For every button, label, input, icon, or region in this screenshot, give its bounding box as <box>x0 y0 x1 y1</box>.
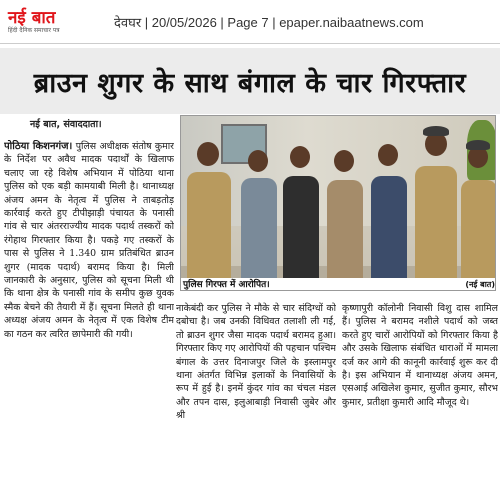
edition-meta: देवघर | 20/05/2026 | Page 7 | epaper.naibaatnews.com <box>114 14 424 30</box>
news-photo[interactable] <box>180 115 496 291</box>
logo-text: नई बात <box>8 7 56 28</box>
newspaper-logo[interactable] <box>8 4 94 40</box>
accused-2 <box>283 176 319 290</box>
accused-1 <box>241 178 277 290</box>
police-cap-icon <box>466 140 490 150</box>
photo-caption-bar <box>181 278 496 291</box>
byline: नई बात, संवाददाता। <box>30 119 102 130</box>
article-column-middle: नाकेबंदी कर पुलिस ने मौके से चार संदिग्धों को दबोचा है। जब उनकी विधिवत तलाशी ली गई, तो ब्राउन शुगर जैसा मादक पदार्थ बरामद हुआ। गिरफ्तार किए गए आरोपियों की पहचान पश्चिम बंगाल के उत्तर दिनाजपुर जिले के इस्लामपुर थाना अंतर्गत विभिन्न इलाकों के निवासियों के रूप में हुई है। इनमें कुंदर गांव का चंचल मंडल और तपन दास, इलुआबाड़ी निवासी जुबेर और श्री <box>176 303 336 422</box>
police-officer-1-head <box>197 142 219 166</box>
police-officer-2 <box>415 166 457 290</box>
accused-3 <box>327 180 363 290</box>
accused-4 <box>371 176 407 290</box>
accused-4-head <box>378 144 398 166</box>
masthead <box>0 0 500 44</box>
logo-tagline: हिंदी दैनिक समाचार पत्र <box>8 26 60 34</box>
article-column-left <box>4 140 174 480</box>
photo-caption: पुलिस गिरफ्त में आरोपित। <box>183 280 270 290</box>
accused-1-head <box>248 150 268 172</box>
article-text-left: पुलिस अधीक्षक संतोष कुमार के निर्देश पर अवैध मादक पदार्थों के खिलाफ चलाए जा रहे विशेष अभियान में पोठिया थाना पुलिस को एक बड़ी कामयाबी मिली है। थानाध्यक्ष अंजय अमन के नेतृत्व में पुलिस ने ताबड़तोड़ कार्रवाई करते हुए टीपीझाड़ी पंचायत के पनासी गांव से चार अंतरराज्यीय मादक पदार्थ तस्करों को रंगेहाथ गिरफ्तार किया है। पकड़े गए तस्करों के पास से पुलिस ने 1.340 ग्राम प्रतिबंधित ब्राउन शुगर (मादक पदार्थ) बरामद किया है। मिली जानकारी के अनुसार, पुलिस को सूचना मिली थी कि थाना क्षेत्र के पनासी गांव के समीप कुछ युवक स्मैक बेचने की तैयारी में हैं। सूचना मिलते ही थाना अध्यक्ष अंजय अमन के नेतृत्व में एक विशेष टीम का गठन कर त्वरित छापेमारी की गयी। <box>4 141 174 340</box>
article-column-right: कृष्णापुरी कॉलोनी निवासी विशु दास शामिल हैं। पुलिस ने बरामद नशीले पदार्थ को जब्त करते हुए चारों आरोपियों को गिरफ्तार किया है और उसके खिलाफ संबंधित धाराओं में मामला दर्ज कर आगे की कानूनी कार्रवाई शुरू कर दी है। इस अभियान में थानाध्यक्ष अंजय अमन, एसआई अखिलेश कुमार, सुजीत कुमार, सौरभ कुमार, प्रतीक्षा कुमारी आदि मौजूद थे। <box>342 303 498 408</box>
police-officer-3 <box>461 180 496 290</box>
accused-2-head <box>290 146 310 168</box>
headline: ब्राउन शुगर के साथ बंगाल के चार गिरफ्तार <box>33 67 467 99</box>
police-officer-1 <box>187 172 231 290</box>
headline-banner <box>0 48 500 114</box>
accused-3-head <box>334 150 354 172</box>
photo-credit: (नई बात) <box>465 280 495 289</box>
article-dateline: पोठिया किशनगंज। <box>4 141 73 152</box>
police-cap-icon <box>423 126 449 136</box>
